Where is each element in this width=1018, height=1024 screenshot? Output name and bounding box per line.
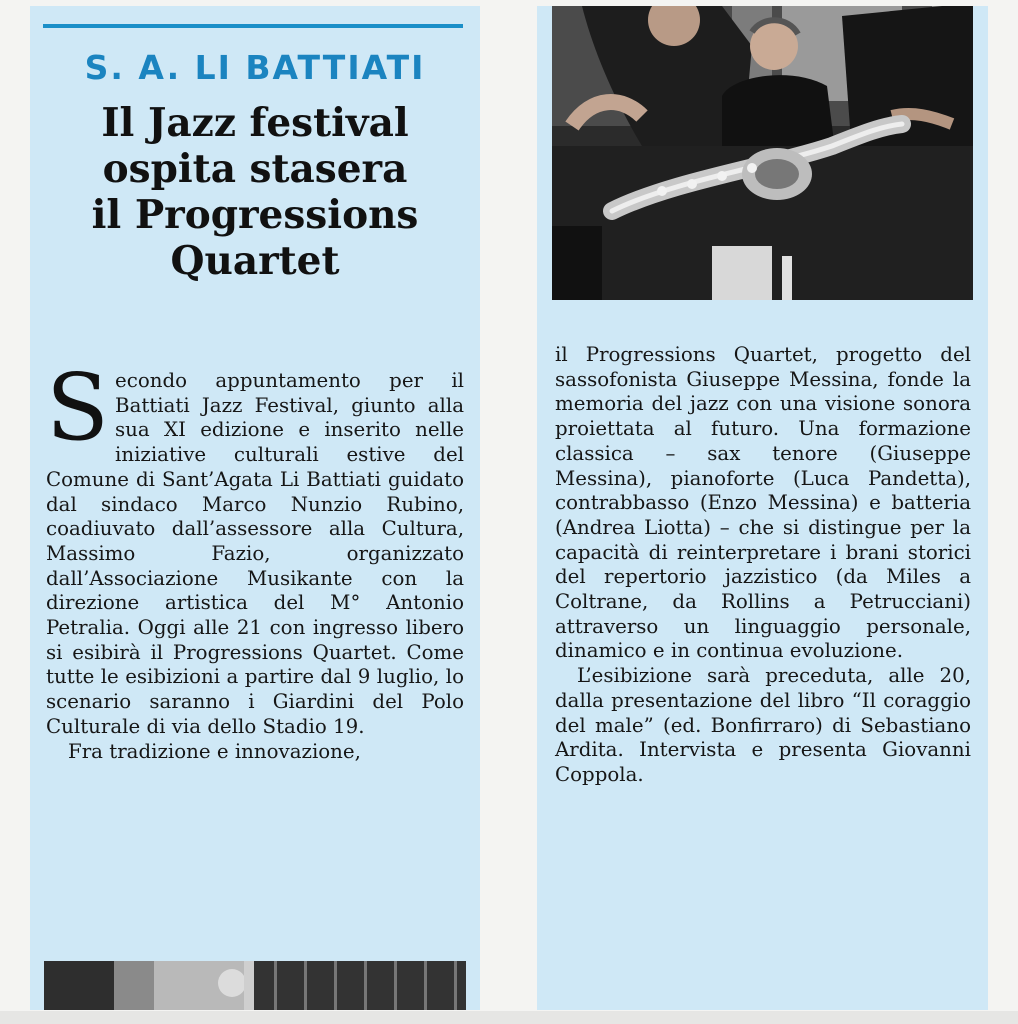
dropcap: S — [46, 354, 110, 461]
accent-rule — [43, 24, 463, 28]
photo-teaser — [44, 961, 466, 1010]
page-bottom-edge — [0, 1011, 1018, 1024]
paragraph: L’esibizione sarà preceduta, alle 20, dalla presentazione del libro “Il coraggio del male” (ed. Bonfirraro) di Sebastiano Ardita. Intervista e presenta Giovanni Coppola. — [555, 664, 971, 786]
article-body-left — [46, 354, 464, 764]
headline — [30, 100, 480, 284]
article-body-right — [555, 343, 971, 788]
paragraph: il Progressions Quartet, progetto del sassofonista Giuseppe Messina, fonde la memoria del jazz con una visione sonora proiettata al futuro. Una formazione classica – sax tenore (Giuseppe Messina), pianoforte (Luca Pandetta), contrabbasso (Enzo Messina) e batteria (Andrea Liotta) – che si distingue per la capacità di reinterpretare i brani storici del repertorio jazzistico (da Miles a Coltrane, da Rollins a Petrucciani) attraverso un linguaggio personale, dinamico e in continua evoluzione. — [555, 343, 971, 663]
paragraph: Fra tradizione e innovazione, — [68, 739, 361, 763]
photo-quartet-saxophone — [552, 6, 973, 300]
headline-line: Quartet — [170, 238, 340, 284]
article-right-column — [537, 6, 988, 1010]
headline-line: il Progressions — [91, 192, 419, 238]
paragraph-text: econdo appuntamento per il Battiati Jazz Festival, giunto alla sua XI edizione e inserito nelle iniziative culturali estive del Comune di Sant’Agata Li Battiati guidato dal sindaco Marco Nunzio Rubino, coadiuvato dall’assessore alla Cultura, Massimo Fazio, organizzato dall’Associazione Musikante con la direzione artistica del M° Antonio Petralia. Oggi alle 21 con ingresso libero si esibirà il Progressions Quartet. Come tutte le esibizioni a partire dal 9 luglio, lo scenario saranno i Giardini del Polo Culturale di via dello Stadio 19. — [46, 369, 464, 738]
kicker: S. A. LI BATTIATI — [84, 48, 426, 87]
headline-line: Il Jazz festival — [101, 100, 409, 146]
paragraph — [46, 354, 464, 740]
headline-line: ospita stasera — [102, 146, 408, 192]
article-left-column — [30, 6, 480, 1010]
